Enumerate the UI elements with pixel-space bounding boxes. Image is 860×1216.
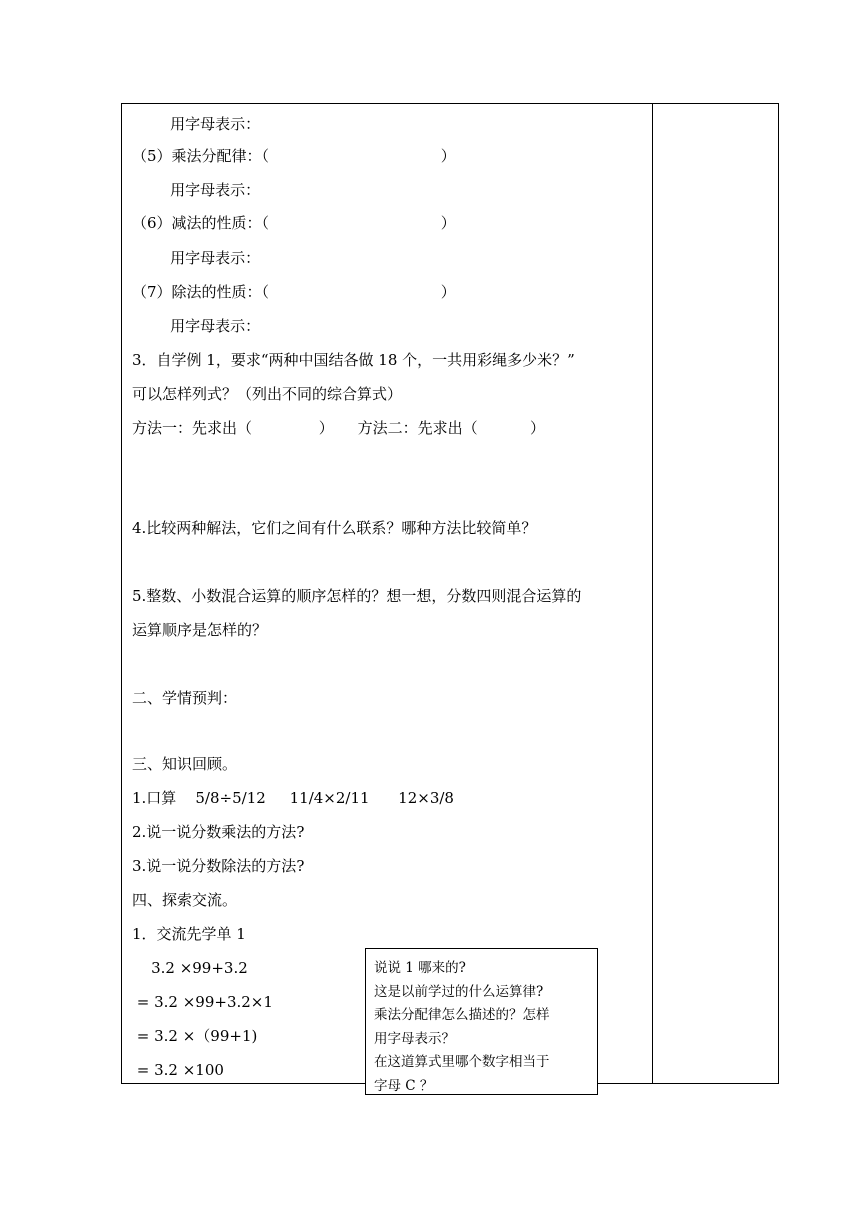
text-line: 用字母表示：	[132, 181, 261, 199]
text-line: 2.说一说分数乘法的方法?	[132, 823, 305, 841]
text-line: 用字母表示：	[132, 115, 261, 133]
text-line: （5）乘法分配律：（ ）	[132, 147, 456, 165]
text-line: 3.说一说分数除法的方法?	[132, 857, 305, 875]
section-heading: 二、学情预判：	[132, 689, 238, 707]
text-line: 1．交流先学单 1	[132, 925, 246, 943]
callout-line: 乘法分配律怎么描述的？怎样	[374, 1007, 550, 1023]
callout-line: 字母 C ？	[374, 1077, 434, 1094]
callout-line: 这是以前学过的什么运算律?	[374, 983, 544, 1000]
callout-line: 在这道算式里哪个数字相当于	[374, 1054, 550, 1070]
text-line: 1.口算 5/8÷5/12 11/4×2/11 12×3/8	[132, 789, 454, 807]
callout-line: 说说 1 哪来的?	[374, 960, 466, 976]
text-line: （7）除法的性质：（ ）	[132, 283, 456, 301]
column-divider	[652, 104, 653, 1083]
text-line: 用字母表示：	[132, 317, 261, 335]
text-line: 5.整数、小数混合运算的顺序怎样的？想一想，分数四则混合运算的	[132, 587, 582, 605]
math-line: 3.2 ×99+3.2	[132, 959, 248, 977]
section-heading: 三、知识回顾。	[132, 755, 238, 773]
text-line: 4.比较两种解法，它们之间有什么联系？哪种方法比较简单？	[132, 519, 537, 537]
math-line: = 3.2 ×99+3.2×1	[132, 993, 273, 1011]
math-line: = 3.2 ×100	[132, 1061, 224, 1079]
text-line: 用字母表示：	[132, 249, 261, 267]
section-heading: 四、探索交流。	[132, 891, 238, 909]
text-line: 3．自学例 1，要求“两种中国结各做 18 个，一共用彩绳多少米？”	[132, 351, 575, 369]
text-line: 可以怎样列式？（列出不同的综合算式）	[132, 385, 403, 403]
callout-line: 用字母表示？	[374, 1030, 455, 1047]
math-line: = 3.2 ×（99+1)	[132, 1027, 258, 1045]
text-line: 方法一：先求出（ ） 方法二：先求出（ ）	[132, 419, 546, 437]
text-line: （6）减法的性质：（ ）	[132, 214, 456, 232]
callout-box	[365, 948, 598, 1095]
text-line: 运算顺序是怎样的？	[132, 621, 268, 639]
